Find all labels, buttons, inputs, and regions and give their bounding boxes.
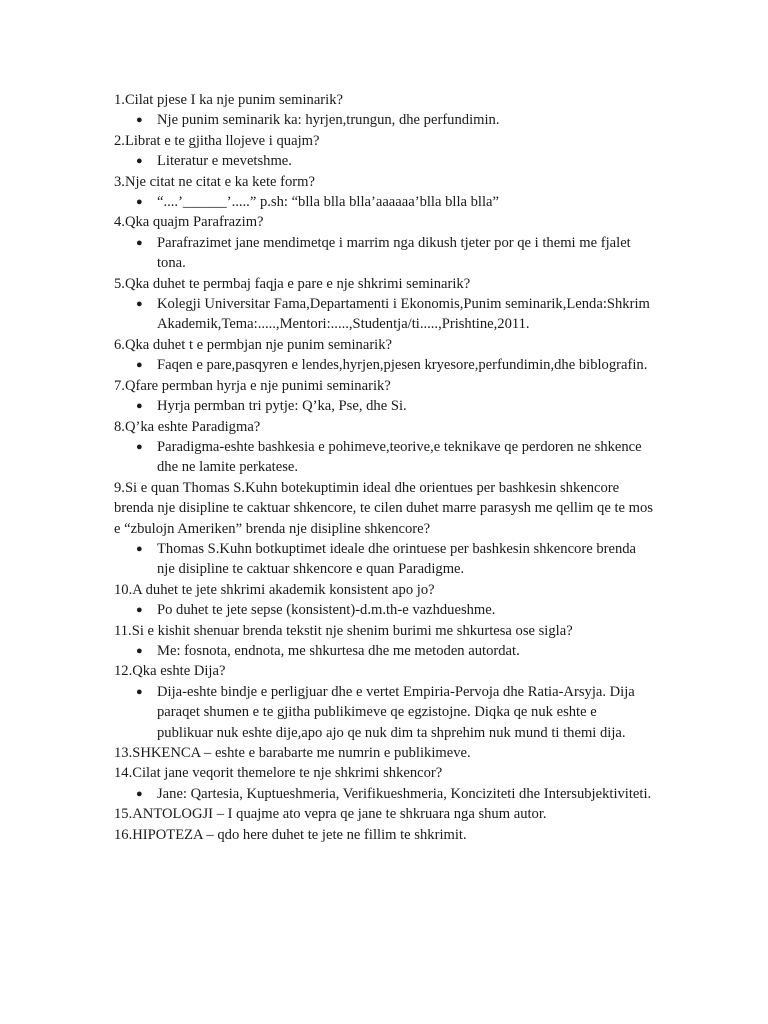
answer-list-1 — [114, 110, 654, 130]
question-3: 3.Nje citat ne citat e ka kete form? — [114, 173, 315, 190]
answer-list-11 — [114, 641, 654, 661]
question-6: 6.Qka duhet t e permbjan nje punim seminarik? — [114, 336, 393, 353]
answer-text: Me: fosnota, endnota, me shkurtesa dhe me metoden autordat. — [157, 642, 520, 659]
bullet-icon: ● — [136, 196, 143, 209]
answer-text: Nje punim seminarik ka: hyrjen,trungun, dhe perfundimin. — [157, 112, 500, 129]
answer-item — [114, 110, 654, 130]
answer-text: Hyrja permban tri pytje: Q’ka, Pse, dhe Si. — [157, 398, 407, 415]
bullet-icon: ● — [136, 359, 143, 372]
question-13: 13.SHKENCA – eshte e barabarte me numrin e publikimeve. — [114, 745, 471, 761]
bullet-icon: ● — [136, 644, 143, 657]
question-list — [114, 90, 654, 845]
question-9: 9.Si e quan Thomas S.Kuhn botekuptimin ideal dhe orientues per bashkesin shkencore brenda nje disipline te caktuar shkencore, te cilen duhet marre parasysh me qellim qe te mos e “zbulojn Ameriken” brenda nje disipline shkencore? — [114, 479, 653, 537]
answer-list-12 — [114, 682, 654, 743]
bullet-icon: ● — [136, 236, 143, 249]
answer-item — [114, 539, 654, 580]
answer-item — [114, 396, 654, 416]
answer-list-7 — [114, 396, 654, 416]
answer-list-5 — [114, 294, 654, 335]
answer-list-9 — [114, 539, 654, 580]
bullet-icon: ● — [136, 400, 143, 413]
question-8: 8.Q’ka eshte Paradigma? — [114, 418, 261, 435]
answer-text: Thomas S.Kuhn botkuptimet ideale dhe orintuese per bashkesin shkencore brenda nje disipline te caktuar shkencore e quan Paradigme. — [157, 540, 637, 578]
answer-text: Paradigma-eshte bashkesia e pohimeve,teorive,e teknikave qe perdoren ne shkence dhe ne lamite perkatese. — [157, 438, 642, 476]
answer-item — [114, 192, 654, 212]
answer-list-2 — [114, 151, 654, 171]
answer-item — [114, 294, 654, 335]
answer-list-3 — [114, 192, 654, 212]
answer-text: Faqen e pare,pasqyren e lendes,hyrjen,pjesen kryesore,perfundimin,dhe biblografin. — [157, 357, 648, 374]
answer-list-8 — [114, 437, 654, 478]
answer-item — [114, 641, 654, 661]
question-14: 14.Cilat jane veqorit themelore te nje shkrimi shkencor? — [114, 765, 443, 782]
answer-item — [114, 784, 654, 804]
answer-text: Po duhet te jete sepse (konsistent)-d.m.th-e vazhdueshme. — [157, 602, 496, 619]
answer-text: Literatur e mevetshme. — [157, 153, 292, 170]
bullet-icon: ● — [136, 604, 143, 617]
answer-item — [114, 682, 654, 743]
answer-list-10 — [114, 600, 654, 620]
answer-text: Parafrazimet jane mendimetqe i marrim nga dikush tjeter por qe i themi me fjalet tona. — [157, 234, 631, 272]
answer-item — [114, 600, 654, 620]
answer-text: Jane: Qartesia, Kuptueshmeria, Verifikueshmeria, Konciziteti dhe Intersubjektiviteti. — [157, 785, 652, 802]
bullet-icon: ● — [136, 440, 143, 453]
answer-text: “....’______’.....” p.sh: “blla blla blla’aaaaaa’blla blla blla” — [157, 194, 499, 211]
question-2: 2.Librat e te gjitha llojeve i quajm? — [114, 132, 320, 149]
answer-list-14 — [114, 784, 654, 804]
answer-text: Kolegji Universitar Fama,Departamenti i Ekonomis,Punim seminarik,Lenda:Shkrim Akademik,Tema:.....,Mentori:.....,Studentja/ti.....,Prishtine,2011. — [157, 296, 650, 333]
question-5: 5.Qka duhet te permbaj faqja e pare e nje shkrimi seminarik? — [114, 275, 471, 292]
answer-text: Dija-eshte bindje e perligjuar dhe e vertet Empiria-Pervoja dhe Ratia-Arsyja. Dija paraqet shumen e te gjitha publikimeve qe egzistojne. Diqka qe nuk eshte e publikuar nuk eshte dije,apo ajo qe nuk dim ta shprehim nuk mund ti themi dija. — [157, 683, 635, 741]
question-15: 15.ANTOLOGJI – I quajme ato vepra qe jane te shkruara nga shum autor. — [114, 806, 547, 823]
question-16: 16.HIPOTEZA – qdo here duhet te jete ne fillim te shkrimit. — [114, 826, 467, 843]
question-10: 10.A duhet te jete shkrimi akademik konsistent apo jo? — [114, 581, 435, 598]
answer-item — [114, 437, 654, 478]
bullet-icon: ● — [136, 298, 143, 311]
answer-item — [114, 355, 654, 375]
bullet-icon: ● — [136, 787, 143, 800]
question-11: 11.Si e kishit shenuar brenda tekstit nje shenim burimi me shkurtesa ose sigla? — [114, 622, 573, 639]
bullet-icon: ● — [136, 114, 143, 127]
answer-item — [114, 151, 654, 171]
bullet-icon: ● — [136, 542, 143, 555]
question-7: 7.Qfare permban hyrja e nje punimi seminarik? — [114, 377, 391, 394]
bullet-icon: ● — [136, 155, 143, 168]
bullet-icon: ● — [136, 685, 143, 698]
answer-item — [114, 233, 654, 274]
question-12: 12.Qka eshte Dija? — [114, 663, 226, 680]
answer-list-4 — [114, 233, 654, 274]
answer-list-6 — [114, 355, 654, 375]
question-4: 4.Qka quajm Parafrazim? — [114, 214, 264, 231]
question-1: 1.Cilat pjese I ka nje punim seminarik? — [114, 92, 343, 108]
